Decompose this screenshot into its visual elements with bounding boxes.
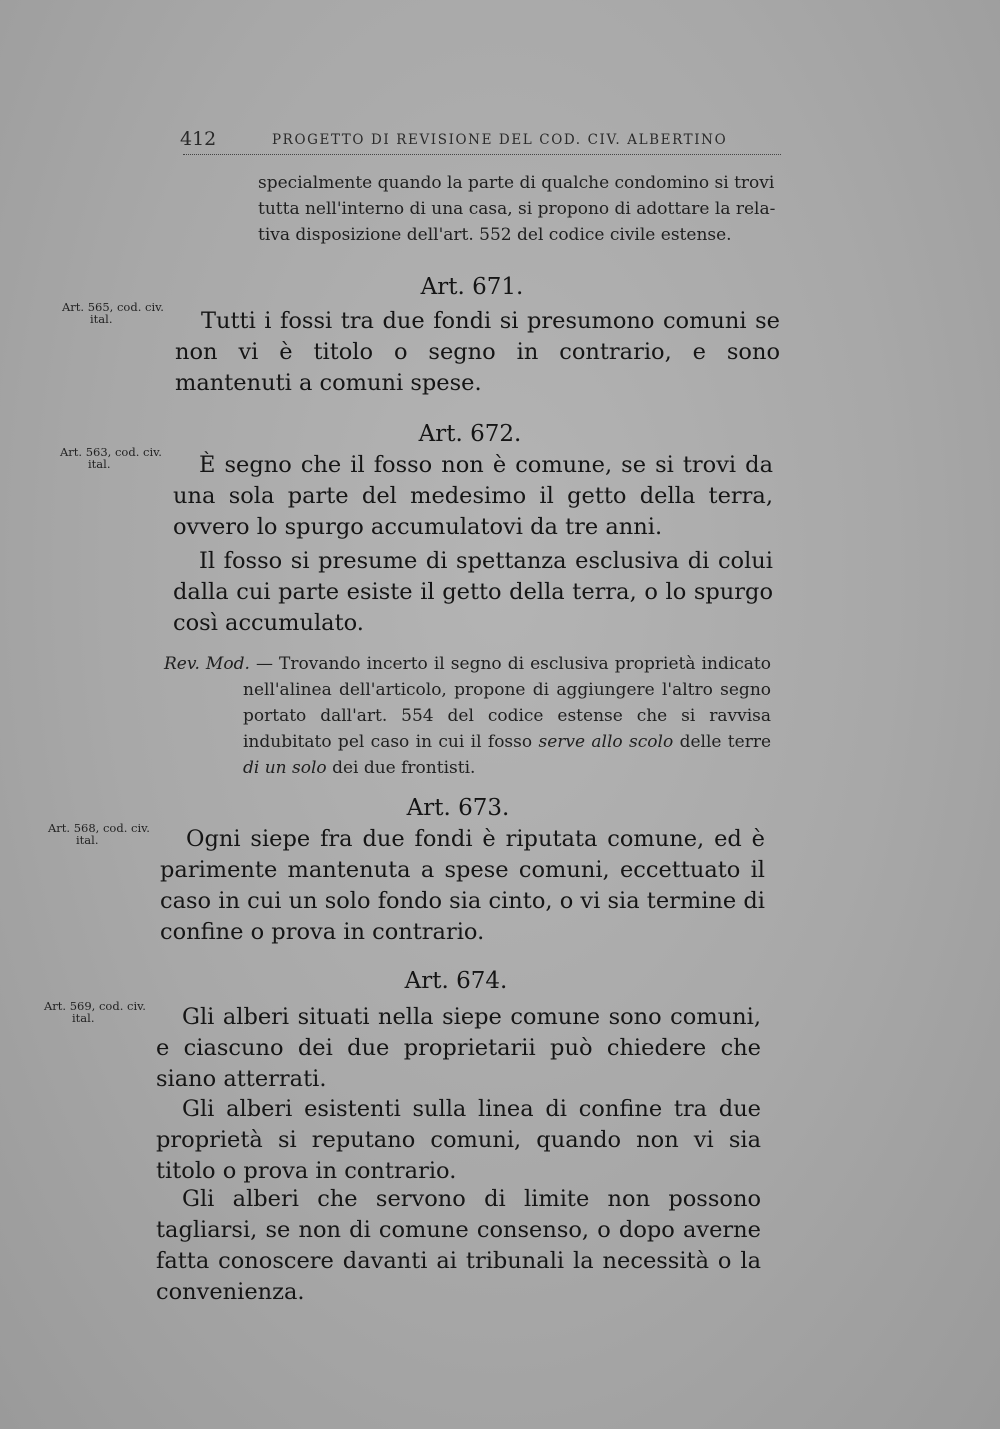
margin-note-line: Art. 565, cod. civ. [62,300,164,314]
article-heading: Art. 671. [420,274,524,300]
intro-line: tutta nell'interno di una casa, si propono di adottare la rela- [258,199,776,219]
margin-note-line: ital. [90,312,113,326]
commentary-text: — Trovando incerto il segno di esclusiva proprietà indicato nell'alinea dell'articolo, propone di aggiungere l'altro segno portato dall'art. 554 del codice estense che si ravvisa indubitato pel caso in cui il fosso [243,654,771,752]
margin-note-line: Art. 569, cod. civ. [44,999,146,1013]
commentary-text: dei due frontisti. [332,758,476,778]
page-number: 412 [180,128,217,150]
margin-note [62,301,192,325]
article-paragraph: È segno che il fosso non è comune, se si trovi da una sola parte del medesimo il getto della terra, ovvero lo spurgo accumulatovi da tre anni. [173,452,773,540]
margin-note [44,1000,174,1024]
header-rule [183,154,781,155]
commentary-italic: di un solo [243,758,327,778]
margin-note-line: ital. [88,457,111,471]
margin-note-line: ital. [72,1011,95,1025]
article-paragraph: Il fosso si presume di spettanza esclusiva di colui dalla cui parte esiste il getto della terra, o lo spurgo così accumulato. [173,548,773,636]
intro-line: specialmente quando la parte di qualche condomino si trovi [258,173,775,193]
margin-note [48,822,178,846]
article-paragraph: Ogni siepe fra due fondi è riputata comune, ed è parimente mantenuta a spese comuni, eccettuato il caso in cui un solo fondo sia cinto, o vi sia termine di confine o prova in contrario. [160,826,765,945]
article-heading: Art. 674. [404,968,508,994]
commentary-text: delle terre [679,732,772,752]
commentary-italic: serve allo scolo [538,732,674,752]
article-paragraph: Tutti i fossi tra due fondi si presumono comuni se non vi è titolo o segno in contrario, e sono mantenuti a comuni spese. [175,308,780,396]
article-paragraph: Gli alberi situati nella siepe comune sono comuni, e ciascuno dei due proprietarii può chiedere che siano atterrati. [156,1004,761,1092]
margin-note [60,446,190,470]
article-heading: Art. 672. [418,421,522,447]
article-heading: Art. 673. [406,795,510,821]
margin-note-line: Art. 568, cod. civ. [48,821,150,835]
intro-commentary [258,170,788,248]
commentary-label: Rev. Mod. [164,654,250,674]
article-paragraph: Gli alberi che servono di limite non possono tagliarsi, se non di comune consenso, o dopo averne fatta conoscere davanti ai tribunali la necessità o la convenienza. [156,1186,761,1305]
commentary [164,651,772,781]
intro-line: tiva disposizione dell'art. 552 del codice civile estense. [258,225,732,245]
running-head-title: PROGETTO DI REVISIONE DEL COD. CIV. ALBERTINO [272,132,728,148]
margin-note-line: Art. 563, cod. civ. [60,445,162,459]
article-paragraph: Gli alberi esistenti sulla linea di confine tra due proprietà si reputano comuni, quando non vi sia titolo o prova in contrario. [156,1096,761,1184]
margin-note-line: ital. [76,833,99,847]
